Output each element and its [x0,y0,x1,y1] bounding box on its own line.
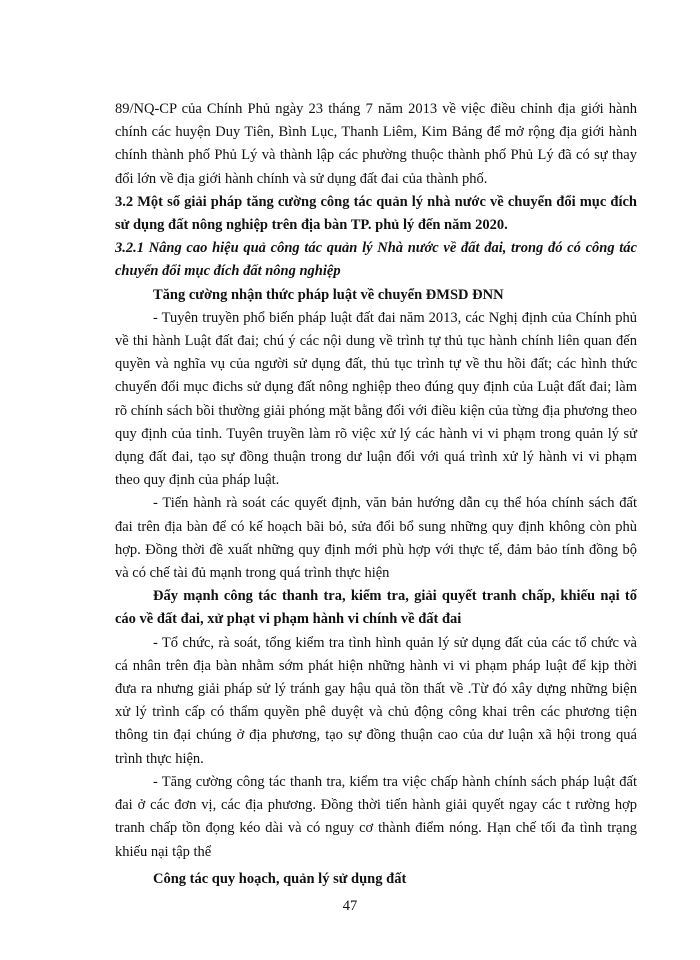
section-heading-3-2: 3.2 Một số giải pháp tăng cường công tác quản lý nhà nước về chuyển đổi mục đích sử dụng đất nông nghiệp trên địa bàn TP. phủ lý đến năm 2020. [115,193,637,234]
heading-planning: Công tác quy hoạch, quản lý sử dụng đất [153,870,407,887]
paragraph-review: - Tiến hành rà soát các quyết định, văn bản hướng dẫn cụ thể hóa chính sách đất đai trên địa bàn để có kế hoạch bãi bỏ, sửa đổi bổ sung những quy định không còn phù hợp. Đồng thời đề xuất những quy định mới phù hợp với thực tế, đảm bảo tính đồng bộ và có chế tài đủ mạnh trong quá trình thực hiện [115,495,637,582]
paragraph-strengthen: - Tăng cường công tác thanh tra, kiểm tra việc chấp hành chính sách pháp luật đất đai ở các đơn vị, các địa phương. Đồng thời tiến hành giải quyết ngay các t rường hợp tranh chấp tồn đọng kéo dài và có nguy cơ thành điểm nóng. Hạn chế tối đa tình trạng khiếu nại tập thể [115,773,637,860]
paragraph-propaganda: - Tuyên truyền phổ biến pháp luật đất đai năm 2013, các Nghị định của Chính phủ về thi hành Luật đất đai; chú ý các nội dung về trình tự thủ tục hành chính liên quan đến quyền và nghĩa vụ của người sử dụng đất, thủ tục trình tự về thu hồi đất; các hình thức chuyển đổi mục đichs sử dụng đất nông nghiệp theo đúng quy định của Luật đất đai; làm rõ chính sách bồi thường giải phóng mặt bằng đối với điều kiện của từng địa phương theo quy định của tỉnh. Tuyên truyền làm rõ việc xử lý các hành vi vi phạm trong quản lý sử dụng đất đai, tạo sự đồng thuận trong dư luận đối với quá trình xử lý hành vi vi phạm theo quy định của pháp luật. [115,309,637,489]
page-number: 47 [342,898,358,914]
document-body [115,98,637,891]
heading-awareness: Tăng cường nhận thức pháp luật về chuyển ĐMSD ĐNN [153,286,504,303]
heading-inspection: Đẩy mạnh công tác thanh tra, kiểm tra, giải quyết tranh chấp, khiếu nại tố cáo về đất đai, xử phạt vi phạm hành vi chính về đất đai [115,588,637,628]
subsection-heading-3-2-1: 3.2.1 Nâng cao hiệu quả công tác quản lý Nhà nước về đất đai, trong đó có công tác chuyển đổi mục đích đất nông nghiệp [115,240,637,280]
paragraph-organize: - Tổ chức, rà soát, tổng kiểm tra tình hình quản lý sử dụng đất của các tổ chức và cá nhân trên địa bàn nhằm sớm phát hiện những hành vi vi phạm pháp luật để kịp thời đưa ra nhưng giải pháp sử lý tránh gay hậu quả tồn thất về .Từ đó xây dựng những biện xử lý trình cấp có thẩm quyền phê duyệt và chủ động công khai trên các phương tiện thông tin đại chúng ở địa phương, tạo sự đồng thuận cao của dư luận xã hội trong quá trình thực hiện. [115,634,637,767]
paragraph-intro: 89/NQ-CP của Chính Phủ ngày 23 tháng 7 năm 2013 về việc điều chỉnh địa giới hành chính các huyện Duy Tiên, Bình Lục, Thanh Liêm, Kim Bảng để mở rộng địa giới hành chính thành phố Phủ Lý và thành lập các phường thuộc thành phố Phủ Lý đã có sự thay đổi lớn về địa giới hành chính và sử dụng đất đai của thành phố. [115,101,637,187]
